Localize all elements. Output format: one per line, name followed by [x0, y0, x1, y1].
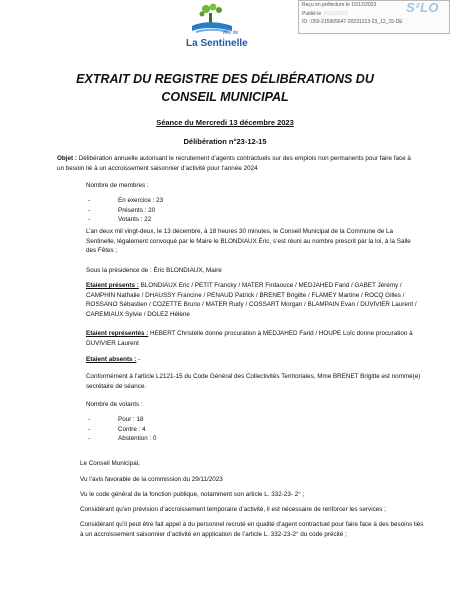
list-item: - Pour : 18 — [86, 415, 422, 425]
presents-label: Etaient présents : — [86, 282, 139, 289]
membres-title: Nombre de membres : — [86, 182, 149, 189]
absents-text: - — [138, 356, 141, 363]
stamp-brand: S²LO — [405, 0, 439, 15]
stamp-id: ID : 059-215905647-20231213-23_12_15-DE — [302, 19, 403, 25]
code-line: Vu le code général de la fonction publique, notamment son article L. 332-23- 2° ; — [80, 491, 305, 498]
list-item: - En exercice : 23 — [86, 196, 422, 206]
logo-town-name: La Sentinelle — [186, 38, 248, 49]
logo-emblem-icon — [178, 2, 250, 38]
stamp-received: Reçu en préfecture le 15/12/2023 — [302, 2, 377, 8]
representes-text: HEBERT Christelle donne procuration à MEDJAHED Farid / HOUPE Loïc donne procuration à DUVIVIER Laurent — [86, 330, 413, 347]
list-item: - Votants : 22 — [86, 215, 422, 225]
presents-text: BLONDIAUX Eric / PETIT Francky / MATER Firdaouce / MEDJAHED Farid / GABET Jérémy / CAMPHIN Nathalie / DHAUSSY Francine / PENAUD Patrick / BRENET Brigitte / FLAMEY Martine / ROCQ Gilles / ROSSANO Sébastien / COZETTE Bruno / MATER Rudy / COSSART Morgan / BLAMPAIN Evan / DUVIVIER Laurent / CAREMIAUX Sylvie / DOLEZ Hélène — [86, 282, 417, 318]
conseil-line: Le Conseil Municipal, — [80, 460, 140, 467]
town-logo — [178, 2, 250, 52]
document-title — [0, 70, 450, 106]
list-item: - Présents : 20 — [86, 206, 422, 216]
seance-date: Séance du Mercredi 13 décembre 2023 — [156, 118, 294, 127]
intro-paragraph: L’an deux mil vingt-deux, le 13 décembre, à 18 heures 30 minutes, le Conseil Municipal de la Commune de La Sentinelle, légalement convoqué par le Maire le BLONDIAUX Éric, s’est réuni au nombre prescrit par la loi, à la Salle des Fêtes ; — [86, 228, 411, 255]
representes-paragraph — [86, 329, 422, 348]
prefecture-stamp — [298, 0, 450, 34]
secretaire-paragraph: Conformément à l’article L2121-15 du Code Général des Collectivités Territoriales, Mme BRENET Brigitte est nommé(e) secrétaire de séance. — [86, 373, 421, 390]
stamp-published-label: Publié le — [302, 10, 322, 17]
list-item: - Contre : 4 — [86, 425, 422, 435]
stamp-published-date: 15/12/2023 — [322, 10, 348, 17]
considerant-1: Considérant qu’en prévision d’accroissement temporaire d’activité, il est nécessaire de renforcer les services ; — [80, 506, 386, 513]
votants-list — [86, 415, 422, 444]
absents-label: Etaient absents : — [86, 356, 137, 363]
considerant-2: Considérant qu’il peut être fait appel à du personnel recruté en qualité d’agent contractuel pour faire face à des besoins liés à un accroissement saisonnier d’activité en application de l’article L. 332-23-2° du code précité ; — [80, 521, 424, 538]
avis-line: Vu l’avis favorable de la commission du 29/11/2023 — [80, 476, 223, 483]
representes-label: Etaient représentés : — [86, 330, 149, 337]
presents-paragraph — [86, 281, 422, 319]
absents-line — [86, 355, 422, 365]
document-title-line2: CONSEIL MUNICIPAL — [161, 90, 289, 104]
objet-paragraph — [57, 154, 419, 173]
objet-label: Objet : — [57, 155, 77, 162]
presidence-line: Sous la présidence de : Éric BLONDIAUX, Maire — [86, 267, 222, 274]
deliberation-number: Délibération n°23-12-15 — [183, 137, 267, 146]
objet-text: Délibération annuelle autorisant le recrutement d’agents contractuels sur des emplois non permanents pour faire face à un besoin lié à un accroissement saisonnier d’activité pour l’année 2024 — [57, 155, 411, 172]
votants-title: Nombre de votants : — [86, 401, 143, 408]
document-title-line1: EXTRAIT DU REGISTRE DES DÉLIBÉRATIONS DU — [76, 72, 374, 86]
membres-list — [86, 196, 422, 225]
list-item: - Abstention : 0 — [86, 434, 422, 444]
logo-town-prefix: Ville de — [222, 30, 239, 36]
